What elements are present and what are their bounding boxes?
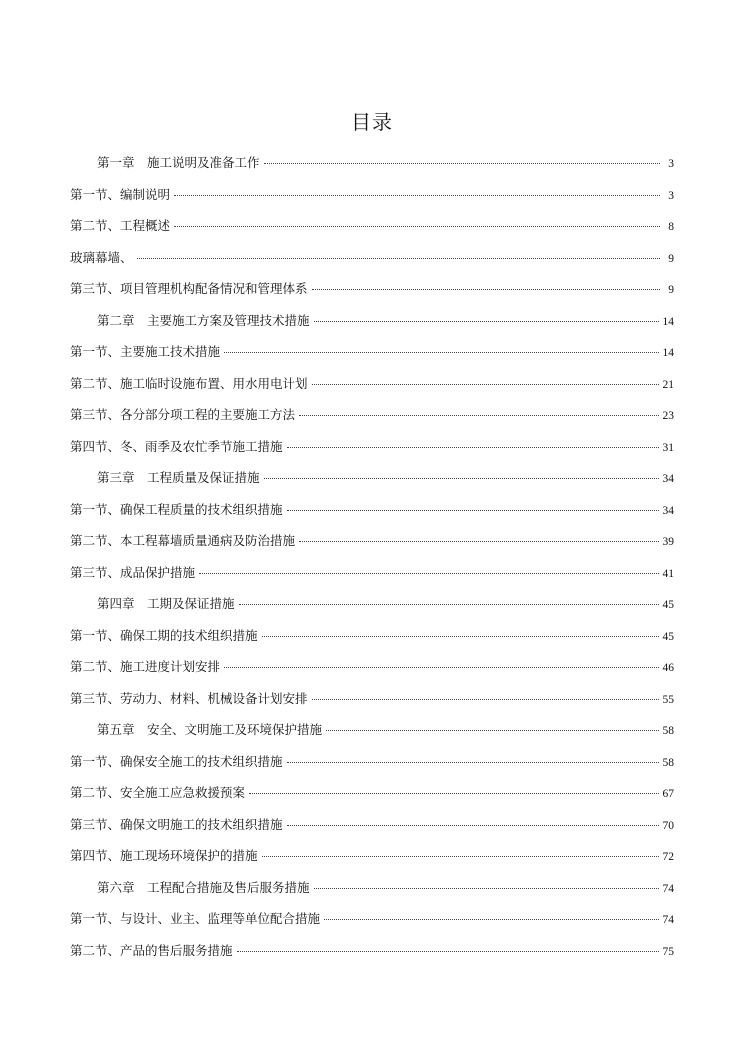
toc-section-entry[interactable]: [70, 846, 674, 878]
toc-dot-leader: [264, 163, 660, 164]
toc-page-number: 34: [662, 473, 674, 485]
toc-dot-leader: [312, 289, 660, 290]
toc-entry-label: 第三节、确保文明施工的技术组织措施: [70, 816, 283, 832]
toc-dot-leader: [262, 636, 659, 637]
toc-section-entry[interactable]: [70, 216, 674, 248]
toc-page-number: 34: [662, 504, 674, 517]
toc-dot-leader: [326, 730, 658, 731]
toc-page-number: 45: [662, 630, 674, 643]
toc-entry-label: 第二节、安全施工应急救援预案: [70, 785, 246, 800]
toc-dot-leader: [137, 258, 660, 259]
toc-dot-leader: [199, 573, 658, 574]
toc-section-entry[interactable]: [70, 783, 674, 815]
toc-entry-label: 玻璃幕墙、: [70, 249, 133, 265]
toc-dot-leader: [314, 888, 659, 889]
toc-section-entry[interactable]: [70, 752, 674, 784]
toc-title: 目录: [351, 110, 393, 134]
toc-page-number: 67: [662, 788, 674, 800]
toc-dot-leader: [287, 447, 659, 448]
table-of-contents: [70, 153, 674, 972]
toc-entry-label: 第一节、编制说明: [70, 186, 171, 202]
toc-entry-label: 第一章 施工说明及准备工作: [97, 155, 260, 170]
toc-entry-label: 第四节、施工现场环境保护的措施: [70, 848, 258, 863]
toc-page-number: 72: [662, 851, 674, 863]
toc-section-entry[interactable]: [70, 531, 674, 563]
toc-dot-leader: [287, 825, 659, 826]
toc-section-entry[interactable]: [70, 626, 674, 658]
toc-section-entry[interactable]: [70, 185, 674, 217]
toc-dot-leader: [174, 195, 660, 196]
toc-dot-leader: [299, 415, 658, 416]
toc-dot-leader: [224, 352, 658, 353]
toc-entry-label: 第五章 安全、文明施工及环境保护措施: [97, 722, 323, 737]
toc-dot-leader: [224, 667, 658, 668]
toc-entry-label: 第四节、冬、雨季及农忙季节施工措施: [70, 438, 283, 454]
toc-entry-label: 第三节、各分部分项工程的主要施工方法: [70, 407, 296, 422]
toc-chapter-entry[interactable]: [70, 153, 674, 185]
toc-entry-label: 第一节、与设计、业主、监理等单位配合措施: [70, 911, 321, 926]
toc-entry-label: 第二节、本工程幕墙质量通病及防治措施: [70, 533, 296, 548]
toc-dot-leader: [312, 699, 659, 700]
toc-entry-label: 第二节、工程概述: [70, 218, 171, 233]
toc-page-number: 70: [662, 819, 674, 832]
toc-section-entry[interactable]: [70, 689, 674, 721]
toc-page-number: 21: [662, 378, 674, 391]
toc-entry-label: 第三章 工程质量及保证措施: [97, 470, 260, 485]
toc-page-number: 3: [668, 189, 674, 202]
toc-page-number: 74: [662, 914, 674, 926]
toc-dot-leader: [299, 541, 658, 542]
toc-page-number: 31: [662, 441, 674, 454]
toc-page-number: 75: [662, 945, 674, 958]
toc-page-number: 45: [662, 599, 674, 611]
toc-entry-label: 第二章 主要施工方案及管理技术措施: [97, 312, 310, 328]
toc-page-number: 8: [668, 221, 674, 233]
toc-page-number: 41: [662, 567, 674, 580]
toc-section-entry[interactable]: [70, 437, 674, 469]
toc-chapter-entry[interactable]: [70, 594, 674, 626]
toc-dot-leader: [264, 478, 659, 479]
toc-page-number: 14: [662, 347, 674, 359]
toc-section-entry[interactable]: [70, 248, 674, 280]
toc-dot-leader: [312, 384, 659, 385]
toc-page-number: 9: [668, 284, 674, 296]
toc-page-number: 39: [662, 536, 674, 548]
toc-entry-label: 第一节、主要施工技术措施: [70, 344, 221, 359]
toc-page-number: 9: [668, 252, 674, 265]
toc-section-entry[interactable]: [70, 342, 674, 374]
toc-dot-leader: [324, 919, 658, 920]
toc-section-entry[interactable]: [70, 941, 674, 973]
toc-section-entry[interactable]: [70, 563, 674, 595]
toc-dot-leader: [287, 510, 659, 511]
toc-page-number: 3: [668, 158, 674, 170]
toc-page-number: 58: [662, 725, 674, 737]
toc-page-number: 23: [662, 410, 674, 422]
toc-dot-leader: [237, 951, 659, 952]
toc-dot-leader: [249, 793, 658, 794]
toc-dot-leader: [174, 226, 660, 227]
toc-entry-label: 第六章 工程配合措施及售后服务措施: [97, 879, 310, 895]
toc-section-entry[interactable]: [70, 374, 674, 406]
toc-entry-label: 第二节、产品的售后服务措施: [70, 942, 233, 958]
toc-entry-label: 第二节、施工临时设施布置、用水用电计划: [70, 375, 308, 391]
toc-page-number: 46: [662, 662, 674, 674]
toc-entry-label: 第一节、确保安全施工的技术组织措施: [70, 753, 283, 769]
toc-section-entry[interactable]: [70, 909, 674, 941]
toc-entry-label: 第一节、确保工程质量的技术组织措施: [70, 501, 283, 517]
toc-entry-label: 第三节、项目管理机构配备情况和管理体系: [70, 281, 308, 296]
toc-page-number: 55: [662, 693, 674, 706]
toc-section-entry[interactable]: [70, 657, 674, 689]
toc-section-entry[interactable]: [70, 405, 674, 437]
toc-chapter-entry[interactable]: [70, 720, 674, 752]
toc-entry-label: 第三节、成品保护措施: [70, 564, 196, 580]
toc-page-number: 58: [662, 756, 674, 769]
toc-chapter-entry[interactable]: [70, 468, 674, 500]
toc-dot-leader: [314, 321, 659, 322]
toc-section-entry[interactable]: [70, 279, 674, 311]
toc-entry-label: 第一节、确保工期的技术组织措施: [70, 627, 258, 643]
toc-chapter-entry[interactable]: [70, 311, 674, 343]
toc-dot-leader: [287, 762, 659, 763]
toc-section-entry[interactable]: [70, 815, 674, 847]
toc-chapter-entry[interactable]: [70, 878, 674, 910]
toc-dot-leader: [262, 856, 659, 857]
toc-page-number: 14: [662, 315, 674, 328]
toc-entry-label: 第四章 工期及保证措施: [97, 596, 235, 611]
toc-dot-leader: [239, 604, 659, 605]
toc-section-entry[interactable]: [70, 500, 674, 532]
toc-page-number: 74: [662, 882, 674, 895]
toc-entry-label: 第二节、施工进度计划安排: [70, 659, 221, 674]
toc-entry-label: 第三节、劳动力、材料、机械设备计划安排: [70, 690, 308, 706]
